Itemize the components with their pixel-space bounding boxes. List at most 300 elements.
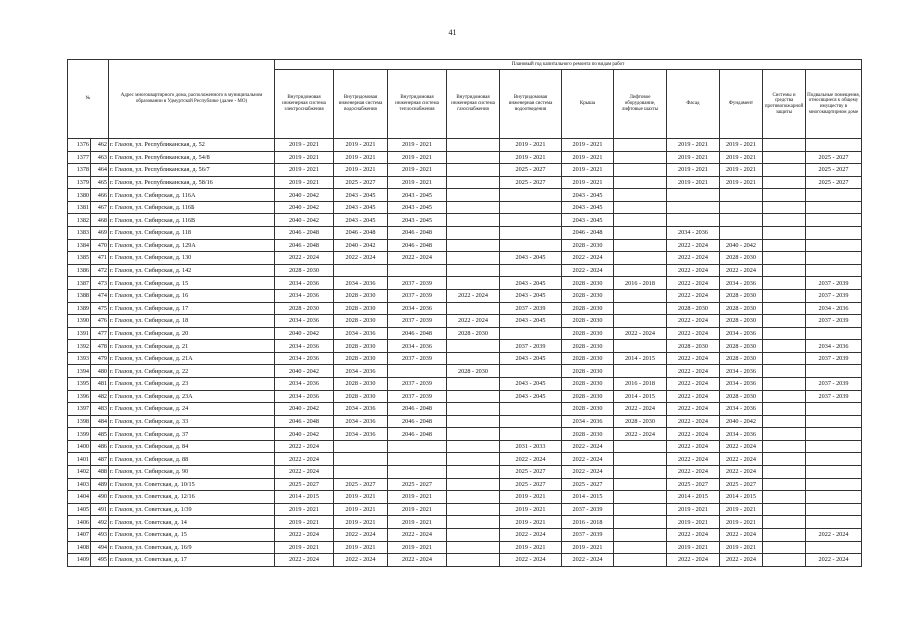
row-cell: 2028 - 2030: [334, 289, 388, 302]
mo-row-number: 495: [91, 554, 109, 567]
row-address: г. Глазов, ул. Советская, д. 10/15: [109, 478, 275, 491]
row-number: 1376: [68, 139, 91, 152]
row-cell: 2019 - 2021: [500, 151, 562, 164]
row-cell: [763, 227, 806, 240]
row-cell: 2034 - 2036: [562, 415, 614, 428]
row-cell: [447, 541, 500, 554]
row-cell: [447, 189, 500, 202]
row-cell: 2025 - 2027: [500, 466, 562, 479]
row-cell: [614, 252, 667, 265]
row-cell: 2022 - 2024: [806, 554, 862, 567]
mo-row-number: 464: [91, 164, 109, 177]
table-row: [68, 554, 862, 567]
row-cell: [763, 541, 806, 554]
row-cell: 2034 - 2036: [720, 277, 763, 290]
row-cell: 2028 - 2030: [614, 415, 667, 428]
table-row: [68, 453, 862, 466]
row-cell: 2019 - 2021: [275, 503, 334, 516]
row-cell: 2019 - 2021: [334, 139, 388, 152]
row-cell: [806, 264, 862, 277]
row-cell: [763, 164, 806, 177]
row-cell: 2019 - 2021: [562, 176, 614, 189]
row-cell: [763, 440, 806, 453]
row-cell: 2022 - 2024: [720, 466, 763, 479]
row-cell: 2040 - 2042: [275, 189, 334, 202]
row-cell: 2019 - 2021: [720, 541, 763, 554]
row-cell: 2043 - 2045: [388, 189, 447, 202]
row-cell: [388, 440, 447, 453]
row-cell: 2034 - 2036: [806, 340, 862, 353]
row-cell: [614, 201, 667, 214]
table-row: [68, 516, 862, 529]
mo-row-number: 480: [91, 365, 109, 378]
table-row: [68, 541, 862, 554]
row-cell: 2014 - 2015: [667, 491, 720, 504]
row-cell: [614, 214, 667, 227]
row-cell: 2019 - 2021: [720, 139, 763, 152]
mo-row-number: 489: [91, 478, 109, 491]
row-number: 1382: [68, 214, 91, 227]
row-number: 1391: [68, 327, 91, 340]
row-cell: 2019 - 2021: [667, 503, 720, 516]
row-number: 1389: [68, 302, 91, 315]
row-cell: [447, 151, 500, 164]
row-cell: 2028 - 2030: [562, 428, 614, 441]
row-cell: [500, 327, 562, 340]
row-cell: 2028 - 2030: [720, 315, 763, 328]
row-cell: 2037 - 2039: [562, 528, 614, 541]
row-cell: 2043 - 2045: [500, 315, 562, 328]
row-number: 1384: [68, 239, 91, 252]
row-cell: [614, 289, 667, 302]
row-address: г. Глазов, ул. Сибирская, д. 16: [109, 289, 275, 302]
row-cell: 2025 - 2027: [806, 151, 862, 164]
row-address: г. Глазов, ул. Советская, д. 16/9: [109, 541, 275, 554]
row-address: г. Глазов, ул. Сибирская, д. 84: [109, 440, 275, 453]
row-cell: [334, 453, 388, 466]
row-cell: 2019 - 2021: [334, 516, 388, 529]
row-address: г. Глазов, ул. Советская, д. 1/39: [109, 503, 275, 516]
row-cell: [806, 491, 862, 504]
row-address: г. Глазов, ул. Сибирская, д. 118: [109, 227, 275, 240]
mo-row-number: 473: [91, 277, 109, 290]
mo-row-number: 470: [91, 239, 109, 252]
header-col-6: Крыша: [562, 70, 614, 139]
row-cell: [447, 466, 500, 479]
row-cell: 2022 - 2024: [667, 415, 720, 428]
row-cell: [763, 289, 806, 302]
row-cell: 2022 - 2024: [562, 264, 614, 277]
row-cell: [500, 239, 562, 252]
row-cell: [447, 415, 500, 428]
row-cell: 2028 - 2030: [562, 377, 614, 390]
row-cell: 2028 - 2030: [562, 327, 614, 340]
row-address: г. Глазов, ул. Республиканская, д. 56/7: [109, 164, 275, 177]
row-cell: 2025 - 2027: [334, 478, 388, 491]
row-cell: 2019 - 2021: [275, 516, 334, 529]
row-cell: 2037 - 2039: [388, 377, 447, 390]
row-cell: 2034 - 2036: [275, 377, 334, 390]
row-number: 1390: [68, 315, 91, 328]
row-number: 1403: [68, 478, 91, 491]
row-cell: 2019 - 2021: [388, 176, 447, 189]
row-cell: 2025 - 2027: [388, 478, 447, 491]
row-cell: 2022 - 2024: [720, 264, 763, 277]
row-address: г. Глазов, ул. Сибирская, д. 142: [109, 264, 275, 277]
row-cell: [806, 189, 862, 202]
row-cell: 2028 - 2030: [562, 340, 614, 353]
row-cell: 2019 - 2021: [720, 516, 763, 529]
row-cell: 2034 - 2036: [388, 302, 447, 315]
row-cell: [763, 315, 806, 328]
row-cell: 2034 - 2036: [334, 277, 388, 290]
row-cell: [763, 415, 806, 428]
row-cell: 2022 - 2024: [614, 428, 667, 441]
table-row: [68, 239, 862, 252]
row-cell: 2034 - 2036: [720, 327, 763, 340]
row-cell: 2022 - 2024: [667, 315, 720, 328]
row-cell: [447, 340, 500, 353]
row-cell: [806, 252, 862, 265]
row-cell: 2028 - 2030: [720, 352, 763, 365]
row-cell: 2014 - 2015: [720, 491, 763, 504]
row-cell: 2043 - 2045: [388, 214, 447, 227]
row-cell: [447, 428, 500, 441]
row-cell: [447, 201, 500, 214]
row-cell: 2025 - 2027: [667, 478, 720, 491]
row-cell: 2040 - 2042: [275, 365, 334, 378]
row-cell: [720, 201, 763, 214]
row-cell: 2022 - 2024: [447, 315, 500, 328]
row-cell: [806, 214, 862, 227]
row-cell: [447, 176, 500, 189]
row-cell: 2037 - 2039: [806, 352, 862, 365]
row-cell: 2046 - 2048: [562, 227, 614, 240]
mo-row-number: 488: [91, 466, 109, 479]
row-address: г. Глазов, ул. Республиканская, д. 58/16: [109, 176, 275, 189]
row-cell: [614, 440, 667, 453]
row-cell: 2022 - 2024: [500, 554, 562, 567]
row-cell: 2019 - 2021: [388, 139, 447, 152]
row-cell: 2040 - 2042: [334, 239, 388, 252]
row-cell: [763, 554, 806, 567]
row-cell: 2034 - 2036: [275, 390, 334, 403]
row-cell: 2028 - 2030: [720, 289, 763, 302]
row-cell: 2028 - 2030: [562, 277, 614, 290]
row-number: 1392: [68, 340, 91, 353]
mo-row-number: 467: [91, 201, 109, 214]
header-col-1: Внутридомовая инженерная система электроснабжения: [275, 70, 334, 139]
row-cell: 2028 - 2030: [334, 390, 388, 403]
row-cell: [720, 214, 763, 227]
header-col-4: Внутридомовая инженерная система газоснабжения: [447, 70, 500, 139]
row-cell: 2022 - 2024: [720, 554, 763, 567]
row-address: г. Глазов, ул. Советская, д. 12/16: [109, 491, 275, 504]
row-cell: 2028 - 2030: [562, 403, 614, 416]
row-address: г. Глазов, ул. Республиканская, д. 52: [109, 139, 275, 152]
row-cell: [388, 453, 447, 466]
row-address: г. Глазов, ул. Сибирская, д. 15: [109, 277, 275, 290]
row-address: г. Глазов, ул. Сибирская, д. 20: [109, 327, 275, 340]
row-cell: 2019 - 2021: [388, 491, 447, 504]
row-cell: 2043 - 2045: [500, 377, 562, 390]
row-cell: [806, 478, 862, 491]
row-cell: 2019 - 2021: [500, 541, 562, 554]
row-address: г. Глазов, ул. Республиканская, д. 54/8: [109, 151, 275, 164]
row-cell: 2040 - 2042: [275, 428, 334, 441]
row-cell: 2019 - 2021: [334, 503, 388, 516]
row-cell: 2028 - 2030: [562, 302, 614, 315]
row-cell: 2046 - 2048: [334, 227, 388, 240]
row-cell: 2034 - 2036: [275, 289, 334, 302]
row-cell: [614, 516, 667, 529]
row-cell: 2046 - 2048: [275, 239, 334, 252]
row-cell: 2037 - 2039: [500, 340, 562, 353]
row-cell: 2022 - 2024: [667, 264, 720, 277]
row-cell: [806, 227, 862, 240]
header-col-2: Внутридомовая инженерная система водоснабжения: [334, 70, 388, 139]
mo-row-number: 472: [91, 264, 109, 277]
row-cell: 2014 - 2015: [614, 352, 667, 365]
header-col-3: Внутридомовая инженерная система теплоснабжения: [388, 70, 447, 139]
mo-row-number: 469: [91, 227, 109, 240]
row-cell: 2037 - 2039: [806, 315, 862, 328]
row-cell: [806, 453, 862, 466]
table-row: [68, 315, 862, 328]
row-cell: [763, 466, 806, 479]
row-cell: 2034 - 2036: [334, 415, 388, 428]
row-cell: 2040 - 2042: [720, 415, 763, 428]
row-cell: 2028 - 2030: [667, 302, 720, 315]
row-cell: 2019 - 2021: [667, 176, 720, 189]
row-cell: 2019 - 2021: [500, 139, 562, 152]
row-cell: 2019 - 2021: [500, 503, 562, 516]
row-number: 1381: [68, 201, 91, 214]
row-cell: 2034 - 2036: [720, 428, 763, 441]
row-cell: 2022 - 2024: [667, 352, 720, 365]
row-number: 1409: [68, 554, 91, 567]
table-row: [68, 151, 862, 164]
row-cell: [614, 227, 667, 240]
row-cell: 2037 - 2039: [806, 277, 862, 290]
row-cell: [614, 315, 667, 328]
row-cell: [614, 528, 667, 541]
row-number: 1379: [68, 176, 91, 189]
row-cell: [614, 340, 667, 353]
row-cell: 2034 - 2036: [806, 302, 862, 315]
row-number: 1388: [68, 289, 91, 302]
row-cell: [806, 503, 862, 516]
row-cell: 2028 - 2030: [562, 352, 614, 365]
row-cell: [447, 403, 500, 416]
row-cell: 2046 - 2048: [388, 403, 447, 416]
table-body: [68, 139, 862, 567]
row-cell: [447, 491, 500, 504]
row-cell: 2034 - 2036: [275, 340, 334, 353]
row-number: 1406: [68, 516, 91, 529]
row-cell: [614, 541, 667, 554]
row-cell: 2028 - 2030: [447, 365, 500, 378]
row-cell: [763, 453, 806, 466]
row-cell: 2043 - 2045: [334, 214, 388, 227]
row-cell: 2022 - 2024: [334, 252, 388, 265]
row-cell: [614, 503, 667, 516]
row-cell: 2022 - 2024: [614, 403, 667, 416]
row-address: г. Глазов, ул. Сибирская, д. 18: [109, 315, 275, 328]
row-cell: 2028 - 2030: [334, 340, 388, 353]
row-cell: 2022 - 2024: [667, 554, 720, 567]
row-cell: 2025 - 2027: [334, 176, 388, 189]
row-cell: 2034 - 2036: [275, 315, 334, 328]
row-cell: [806, 415, 862, 428]
header-col-9: Фундамент: [720, 70, 763, 139]
table-row: [68, 302, 862, 315]
row-cell: [763, 327, 806, 340]
row-cell: [447, 390, 500, 403]
table-row: [68, 264, 862, 277]
row-cell: 2025 - 2027: [275, 478, 334, 491]
row-cell: 2028 - 2030: [334, 352, 388, 365]
row-cell: [500, 201, 562, 214]
row-cell: 2019 - 2021: [334, 491, 388, 504]
table-row: [68, 491, 862, 504]
row-cell: [500, 227, 562, 240]
row-cell: [614, 365, 667, 378]
row-cell: [614, 239, 667, 252]
row-number: 1387: [68, 277, 91, 290]
row-cell: [763, 377, 806, 390]
row-cell: 2046 - 2048: [388, 415, 447, 428]
row-number: 1398: [68, 415, 91, 428]
table-row: [68, 440, 862, 453]
row-cell: 2034 - 2036: [720, 365, 763, 378]
row-address: г. Глазов, ул. Сибирская, д. 116В: [109, 214, 275, 227]
row-number: 1386: [68, 264, 91, 277]
row-cell: 2040 - 2042: [275, 403, 334, 416]
row-cell: [763, 340, 806, 353]
header-col-11: Подвальные помещения, относящиеся к общему имуществу в многоквартирном доме: [806, 70, 862, 139]
row-cell: [614, 466, 667, 479]
row-cell: 2025 - 2027: [720, 478, 763, 491]
row-cell: [763, 264, 806, 277]
row-cell: 2040 - 2042: [275, 201, 334, 214]
row-cell: [667, 189, 720, 202]
row-cell: 2022 - 2024: [667, 377, 720, 390]
mo-row-number: 477: [91, 327, 109, 340]
row-cell: 2022 - 2024: [667, 403, 720, 416]
row-cell: 2037 - 2039: [806, 390, 862, 403]
table-row: [68, 365, 862, 378]
row-cell: 2043 - 2045: [334, 201, 388, 214]
row-cell: 2034 - 2036: [720, 403, 763, 416]
row-cell: 2037 - 2039: [562, 503, 614, 516]
row-cell: [614, 139, 667, 152]
table-row: [68, 327, 862, 340]
row-cell: 2019 - 2021: [334, 151, 388, 164]
row-cell: [763, 478, 806, 491]
row-cell: 2025 - 2027: [500, 176, 562, 189]
row-cell: 2019 - 2021: [388, 503, 447, 516]
table-row: [68, 528, 862, 541]
row-cell: [614, 264, 667, 277]
row-cell: 2019 - 2021: [720, 151, 763, 164]
mo-row-number: 481: [91, 377, 109, 390]
row-cell: 2022 - 2024: [447, 289, 500, 302]
row-cell: 2022 - 2024: [806, 528, 862, 541]
row-cell: [667, 201, 720, 214]
header-address: Адрес многоквартирного дома, расположенного в муниципальном образовании в Удмуртской Республике (далее - МО): [109, 60, 275, 139]
row-address: г. Глазов, ул. Сибирская, д. 23: [109, 377, 275, 390]
row-cell: [447, 227, 500, 240]
row-cell: 2019 - 2021: [334, 164, 388, 177]
row-cell: 2019 - 2021: [667, 164, 720, 177]
row-cell: 2022 - 2024: [667, 239, 720, 252]
row-cell: 2034 - 2036: [275, 277, 334, 290]
row-cell: [614, 151, 667, 164]
row-cell: [447, 440, 500, 453]
row-cell: [334, 466, 388, 479]
row-cell: 2043 - 2045: [500, 252, 562, 265]
row-cell: 2022 - 2024: [388, 554, 447, 567]
row-cell: 2028 - 2030: [720, 252, 763, 265]
row-cell: 2014 - 2015: [614, 390, 667, 403]
mo-row-number: 486: [91, 440, 109, 453]
row-cell: 2034 - 2036: [334, 365, 388, 378]
row-cell: [763, 151, 806, 164]
mo-row-number: 479: [91, 352, 109, 365]
row-cell: 2034 - 2036: [667, 227, 720, 240]
row-cell: 2019 - 2021: [720, 176, 763, 189]
row-cell: [720, 227, 763, 240]
row-number: 1393: [68, 352, 91, 365]
header-col-10: Системы и средства противопожарной защиты: [763, 70, 806, 139]
row-cell: 2016 - 2018: [614, 377, 667, 390]
row-cell: 2022 - 2024: [388, 528, 447, 541]
mo-row-number: 491: [91, 503, 109, 516]
row-cell: 2019 - 2021: [388, 164, 447, 177]
row-number: 1396: [68, 390, 91, 403]
row-cell: 2022 - 2024: [667, 453, 720, 466]
row-cell: [500, 365, 562, 378]
row-cell: 2037 - 2039: [388, 289, 447, 302]
row-cell: [763, 239, 806, 252]
row-cell: 2028 - 2030: [447, 327, 500, 340]
row-cell: 2046 - 2048: [388, 428, 447, 441]
mo-row-number: 462: [91, 139, 109, 152]
row-cell: 2022 - 2024: [667, 365, 720, 378]
table-row: [68, 340, 862, 353]
mo-row-number: 474: [91, 289, 109, 302]
header-col-5: Внутридомовая инженерная система водоотведения: [500, 70, 562, 139]
row-cell: 2037 - 2039: [388, 390, 447, 403]
row-address: г. Глазов, ул. Сибирская, д. 33: [109, 415, 275, 428]
header-col-7: Лифтовое оборудование, лифтовые шахты: [614, 70, 667, 139]
row-cell: [763, 491, 806, 504]
table-row: [68, 214, 862, 227]
row-cell: [763, 176, 806, 189]
row-cell: [447, 139, 500, 152]
row-cell: 2046 - 2048: [388, 239, 447, 252]
row-cell: [806, 428, 862, 441]
mo-row-number: 475: [91, 302, 109, 315]
mo-row-number: 463: [91, 151, 109, 164]
row-cell: 2019 - 2021: [720, 503, 763, 516]
row-cell: [614, 453, 667, 466]
row-cell: [720, 189, 763, 202]
row-cell: 2037 - 2039: [806, 377, 862, 390]
row-cell: [614, 478, 667, 491]
row-number: 1380: [68, 189, 91, 202]
